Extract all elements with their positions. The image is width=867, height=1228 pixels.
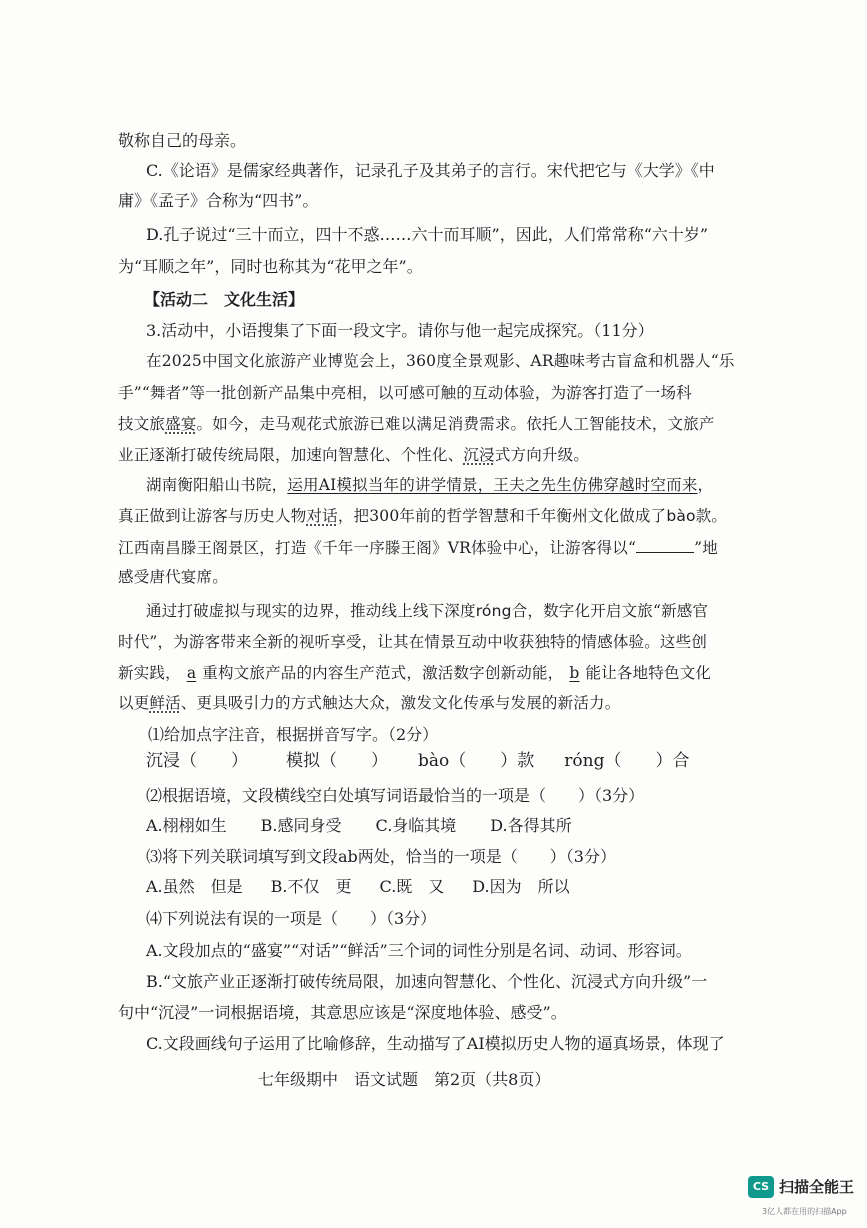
option-a: A.栩栩如生	[146, 816, 227, 835]
passage-line	[118, 662, 711, 684]
passage-text: 湖南衡阳船山书院，	[146, 476, 288, 494]
passage-text: 业正逐渐打破传统局限，加速向智慧化、个性化、	[118, 446, 464, 464]
page-footer: 七年级期中 语文试题 第2页（共8页）	[258, 1070, 551, 1089]
passage-text: 重构文旅产品的内容生产范式，激活数字创新动能，	[202, 664, 564, 682]
option-b: B.感同身受	[260, 816, 342, 835]
camscanner-tagline: 3亿人都在用的扫描App	[762, 1207, 847, 1216]
passage-text: 能让各地特色文化	[585, 664, 712, 682]
passage-line	[118, 444, 589, 466]
option-a: A.虽然 但是	[146, 877, 243, 896]
sub-question-3-options	[146, 876, 570, 898]
option-c: C.既 又	[379, 877, 445, 896]
passage-line: 手”“舞者”等一批创新产品集中亮相，以可感可触的互动体验，为游客打造了一场科	[118, 384, 692, 402]
question-3-stem: 3.活动中，小语搜集了下面一段文字。请你与他一起完成探究。（11分）	[146, 321, 654, 340]
passage-text: 江西南昌滕王阁景区，打造《千年一序滕王阁》VR体验中心，让游客得以“	[118, 539, 637, 557]
text-line: 庸》《孟子》合称为“四书”。	[118, 191, 319, 210]
sub-question-3: ⑶将下列关联词填写到文段ab两处，恰当的一项是（ ）（3分）	[146, 847, 616, 866]
pinyin-item: róng（ ）合	[564, 751, 690, 771]
passage-line: 时代”，为游客带来全新的视听享受，让其在情景互动中收获独特的情感体验。这些创	[118, 633, 708, 651]
option-c-line: C.文段画线句子运用了比喻修辞，生动描写了AI模拟历史人物的逼真场景，体现了	[146, 1034, 725, 1053]
option-d: D.因为 所以	[472, 877, 570, 896]
text-line: 句中“沉浸”一词根据语境，其意思应该是“深度地体验、感受”。	[118, 1003, 567, 1022]
passage-line	[118, 413, 715, 435]
passage-text: 以更	[118, 694, 150, 712]
passage-text: 款。	[695, 507, 728, 525]
passage-text: 。如今，走马观花式旅游已难以满足消费需求。依托人工智能技术，文旅产	[196, 415, 715, 433]
passage-text: 新实践，	[118, 664, 181, 682]
pinyin: róng	[475, 602, 512, 620]
passage-text: 式方向升级。	[494, 446, 590, 464]
text-line: 敬称自己的母亲。	[118, 131, 247, 150]
option-b: B.不仅 更	[270, 877, 352, 896]
option-b-line: B.“文旅产业正逐渐打破传统局限，加速向智慧化、个性化、沉浸式方向升级”一	[146, 972, 708, 991]
sub-question-1-items	[146, 750, 689, 772]
camscanner-logo-icon: CS	[748, 1176, 774, 1198]
passage-text: 技文旅	[118, 415, 166, 433]
passage-text: 通过打破虚拟与现实的边界，推动线上线下深度	[146, 602, 476, 620]
passage-line	[146, 600, 708, 622]
sub-question-2: ⑵根据语境，文段横线空白处填写词语最恰当的一项是（ ）（3分）	[146, 786, 645, 805]
passage-line	[118, 505, 727, 527]
passage-text: ”地	[694, 539, 718, 557]
text-line: 为“耳顺之年”，同时也称其为“花甲之年”。	[118, 257, 423, 276]
passage-text: ，	[697, 476, 714, 494]
passage-line: 在2025中国文化旅游产业博览会上，360度全景观影、AR趣味考古盲盒和机器人“乐	[146, 352, 735, 370]
option-a-line: A.文段加点的“盛宴”“对话”“鲜活”三个词的词性分别是名词、动词、形容词。	[146, 941, 692, 960]
passage-line	[118, 536, 718, 559]
option-c-line: C.《论语》是儒家经典著作，记录孔子及其弟子的言行。宋代把它与《大学》《中	[146, 161, 715, 180]
passage-line: 感受唐代宴席。	[118, 568, 228, 586]
dotted-word: 对话	[306, 507, 338, 525]
dotted-word: 盛宴	[165, 415, 197, 433]
blank-a: a	[186, 664, 197, 682]
blank-b: b	[569, 664, 580, 682]
camscanner-brand: 扫描全能王	[779, 1178, 855, 1196]
dotted-word: 沉浸	[463, 446, 495, 464]
pinyin-item: bào（ ）款	[418, 751, 535, 771]
passage-line	[146, 474, 713, 496]
fill-blank	[636, 536, 694, 553]
underlined-sentence: 运用AI模拟当年的讲学情景，王夫之先生仿佛穿越时空而来	[287, 476, 698, 494]
dotted-word: 鲜活	[149, 694, 181, 712]
sub-question-4: ⑷下列说法有误的一项是（ ）（3分）	[146, 909, 437, 928]
sub-question-2-options	[146, 815, 572, 837]
passage-text: ，把300年前的哲学智慧和千年衡州文化做成了	[337, 507, 667, 525]
section-heading: 【活动二 文化生活】	[144, 290, 305, 309]
pinyin: bào	[666, 507, 696, 525]
option-d: D.各得其所	[490, 816, 572, 835]
passage-text: 、更具吸引力的方式触达大众，激发文化传承与发展的新活力。	[180, 694, 621, 712]
sub-question-1: ⑴给加点字注音，根据拼音写字。（2分）	[148, 725, 439, 744]
pinyin-item: 模拟（ ）	[286, 751, 388, 771]
option-d-line: D.孔子说过“三十而立，四十不惑……六十而耳顺”，因此，人们常常称“六十岁”	[146, 225, 709, 244]
passage-text: 真正做到让游客与历史人物	[118, 507, 307, 525]
passage-text: 合，数字化开启文旅“新感官	[511, 602, 709, 620]
pinyin-item: 沉浸（ ）	[146, 751, 248, 771]
passage-line	[118, 692, 620, 714]
option-c: C.身临其境	[375, 816, 457, 835]
